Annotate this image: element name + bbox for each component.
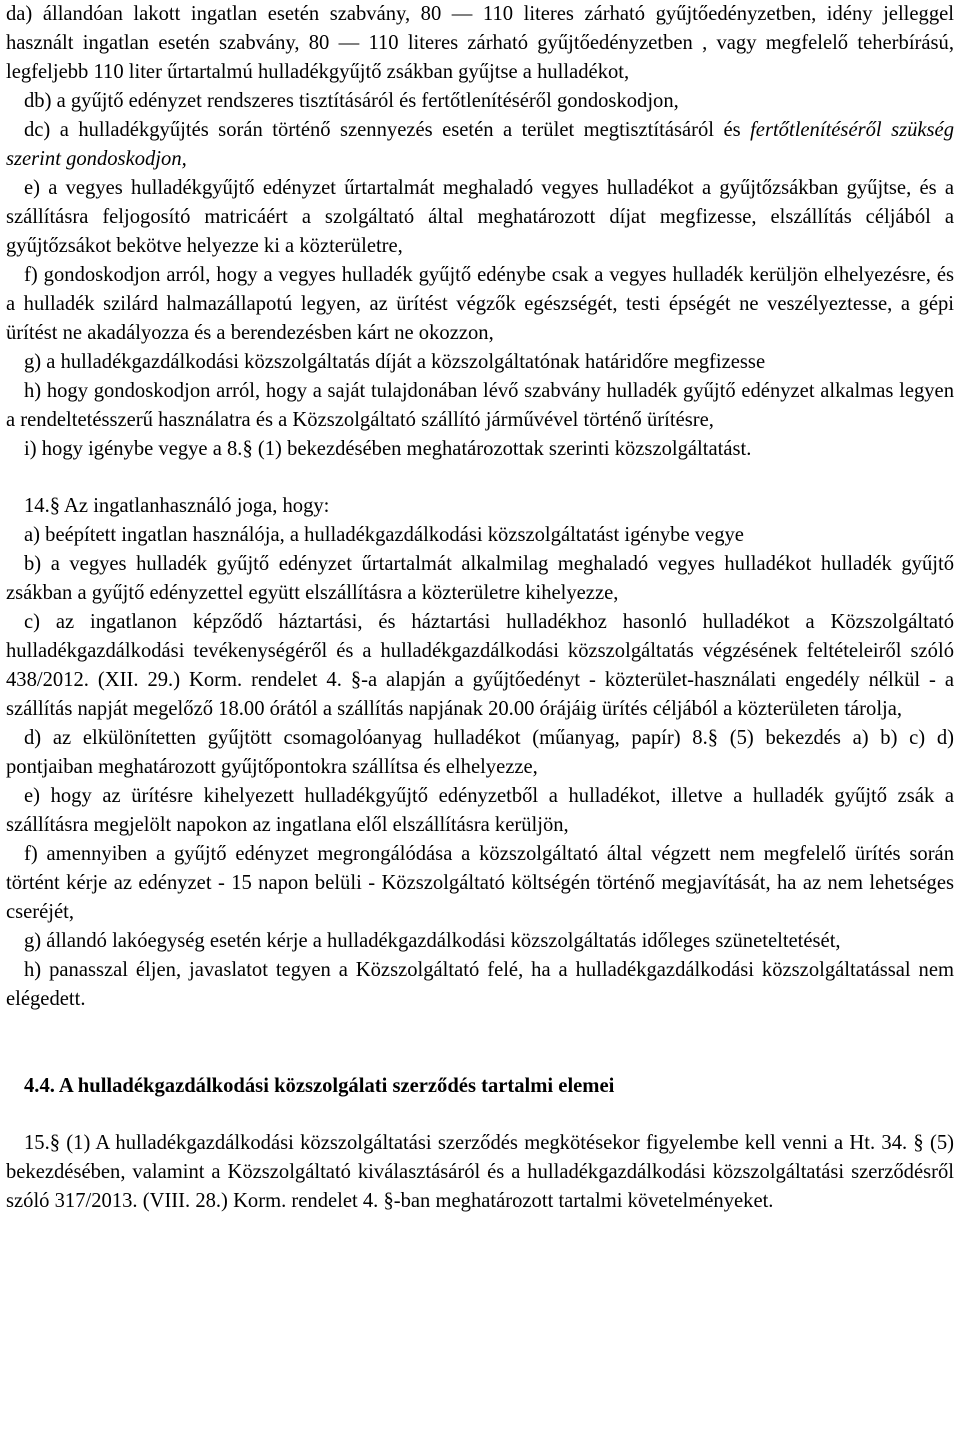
para-13-h: h) hogy gondoskodjon arról, hogy a saját tulajdonában lévő szabvány hulladék gyűjtő edényzet alkalmas legyen a rendeltetésszerű használatra és a Közszolgáltató szállító járművével történő ürítésre, bbox=[6, 380, 954, 431]
para-15-1: 15.§ (1) A hulladékgazdálkodási közszolgáltatási szerződés megkötésekor figyelembe kell venni a Ht. 34. § (5) bekezdésében, valamint a Közszolgáltató kiválasztásáról és a hulladékgazdálkodási közszolgáltatási szerződésről szóló 317/2013. (VIII. 28.) Korm. rendelet 4. §-ban meghatározott tartalmi követelményeket. bbox=[6, 1132, 954, 1212]
section-14-title: 14.§ Az ingatlanhasználó joga, hogy: bbox=[24, 495, 330, 517]
para-13-e: e) a vegyes hulladékgyűjtő edényzet űrtartalmát meghaladó vegyes hulladékot a gyűjtőzsákban gyűjtse, és a szállításra feljogosító matricáért a szolgáltató által meghatározott díjat megfizesse, elszállítás céljából a gyűjtőzsákot bekötve helyezze ki a közterületre, bbox=[6, 177, 954, 257]
para-13-da: da) állandóan lakott ingatlan esetén szabvány, 80 — 110 literes zárható gyűjtőedényzetben, idény jelleggel használt ingatlan esetén szabvány, 80 — 110 literes zárható gyűjtőedényzetben , vagy megfelelő teherbírású, legfeljebb 110 liter űrtartalmú hulladékgyűjtő zsákban gyűjtse a hulladékot, bbox=[6, 3, 954, 83]
section-heading-4-4: 4.4. A hulladékgazdálkodási közszolgálati szerződés tartalmi elemei bbox=[24, 1075, 615, 1097]
para-14-c: c) az ingatlanon képződő háztartási, és háztartási hulladékhoz hasonló hulladékot a Közszolgáltató hulladékgazdálkodási tevékenységéről és a hulladékgazdálkodási közszolgáltatás végzésének feltételeiről szóló 438/2012. (XII. 29.) Korm. rendelet 4. §-a alapján a gyűjtőedényt - közterület-használati engedély nélkül - a szállítás napját megelőző 18.00 órától a szállítás napjának 20.00 órájáig ürítés céljából a közterületen tárolja, bbox=[6, 611, 954, 720]
para-13-f: f) gondoskodjon arról, hogy a vegyes hulladék gyűjtő edénybe csak a vegyes hulladék kerüljön elhelyezésre, és a hulladék szilárd halmazállapotú legyen, az ürítést végzők egészségét, testi épségét ne veszélyeztesse, a gépi ürítést ne akadályozza és a berendezésben kárt ne okozzon, bbox=[6, 264, 954, 344]
para-14-f: f) amennyiben a gyűjtő edényzet megrongálódása a közszolgáltató által végzett nem megfelelő ürítés során történt kérje az edényzet - 15 napon belüli - Közszolgáltató költségén történő megjavítását, ha az nem lehetséges cseréjét, bbox=[6, 843, 954, 923]
para-14-d: d) az elkülönítetten gyűjtött csomagolóanyag hulladékot (műanyag, papír) 8.§ (5) bekezdés a) b) c) d) pontjaiban meghatározott gyűjtőpontokra szállítsa és elhelyezze, bbox=[6, 727, 954, 778]
para-13-dc bbox=[6, 116, 954, 174]
para-13-g: g) a hulladékgazdálkodási közszolgáltatás díját a közszolgáltatónak határidőre megfizesse bbox=[24, 351, 766, 373]
para-13-db: db) a gyűjtő edényzet rendszeres tisztításáról és fertőtlenítéséről gondoskodjon, bbox=[24, 90, 679, 112]
para-14-a: a) beépített ingatlan használója, a hulladékgazdálkodási közszolgáltatást igénybe vegye bbox=[24, 524, 744, 546]
document-page bbox=[6, 0, 954, 1216]
para-13-i: i) hogy igénybe vegye a 8.§ (1) bekezdésében meghatározottak szerinti közszolgáltatást. bbox=[24, 438, 752, 460]
para-14-h: h) panasszal éljen, javaslatot tegyen a Közszolgáltató felé, ha a hulladékgazdálkodási közszolgáltatással nem elégedett. bbox=[6, 959, 954, 1010]
para-13-dc-text: dc) a hulladékgyűjtés során történő szennyezés esetén a terület megtisztításáról és bbox=[24, 119, 751, 141]
para-13-dc-italic: fertőtlenítéséről szükség szerint gondoskodjon, bbox=[6, 119, 954, 170]
para-14-e: e) hogy az ürítésre kihelyezett hulladékgyűjtő edényzetből a hulladékot, illetve a hulladék gyűjtő zsák a szállításra megjelölt napokon az ingatlana elől elszállításra kerüljön, bbox=[6, 785, 954, 836]
para-14-g: g) állandó lakóegység esetén kérje a hulladékgazdálkodási közszolgáltatás időleges szüneteltetését, bbox=[24, 930, 841, 952]
para-14-b: b) a vegyes hulladék gyűjtő edényzet űrtartalmát alkalmilag meghaladó vegyes hulladékot hulladék gyűjtő zsákban a gyűjtő edényzettel együtt elszállításra a közterületre kihelyezze, bbox=[6, 553, 954, 604]
